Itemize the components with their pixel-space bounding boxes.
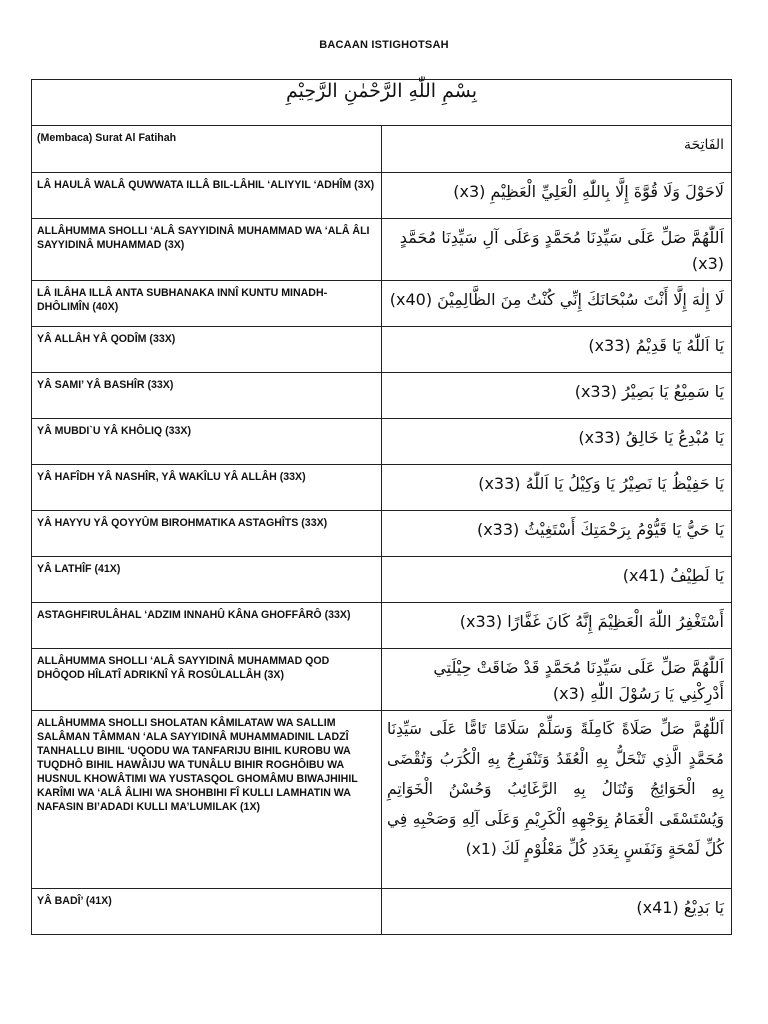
arabic-cell: يَا حَفِيْظُ يَا نَصِيْرُ يَا وَكِيْلُ يَا اَللّٰهُ (x33): [382, 465, 732, 511]
table-row: [32, 126, 732, 173]
arabic-cell: الفَاتِحَة: [382, 126, 732, 173]
arabic-cell: يَا حَيُّ يَا قَيُّوْمُ بِرَحْمَتِكَ أَسْتَغِيْثُ (x33): [382, 511, 732, 557]
latin-cell: YÂ SAMI’ YÂ BASHÎR (33X): [32, 373, 382, 419]
arabic-cell: يَا بَدِيْعُ (x41): [382, 889, 732, 935]
table-row: [32, 557, 732, 603]
table-row: [32, 419, 732, 465]
arabic-cell: لَاحَوْلَ وَلَا قُوَّةَ إِلَّا بِاللّٰهِ الْعَلِيِّ الْعَظِيْمِ (x3): [382, 173, 732, 219]
table-row: [32, 603, 732, 649]
table-row: [32, 889, 732, 935]
arabic-cell: اَللّٰهُمَّ صَلِّ عَلَى سَيِّدِنَا مُحَمَّدٍ وَعَلَى آلِ سَيِّدِنَا مُحَمَّدٍ (x3): [382, 219, 732, 281]
basmalah: بِسْمِ اللّٰهِ الرَّحْمٰنِ الرَّحِيْمِ: [32, 80, 732, 126]
table-row: [32, 281, 732, 327]
latin-cell: YÂ ALLÂH YÂ QODÎM (33X): [32, 327, 382, 373]
arabic-cell: أَسْتَغْفِرُ اللّٰهَ الْعَظِيْمَ إِنَّهُ كَانَ غَفَّارًا (x33): [382, 603, 732, 649]
latin-cell: YÂ MUBDI`U YÂ KHÔLIQ (33X): [32, 419, 382, 465]
latin-cell: ASTAGHFIRULÂHAL ‘ADZIM INNAHÛ KÂNA GHOFFÂRÔ (33X): [32, 603, 382, 649]
latin-cell: LÂ HAULÂ WALÂ QUWWATA ILLÂ BIL-LÂHIL ‘ALIYYIL ‘ADHÎM (3X): [32, 173, 382, 219]
latin-cell: YÂ HAFÎDH YÂ NASHÎR, YÂ WAKÎLU YÂ ALLÂH (33X): [32, 465, 382, 511]
basmalah-row: [32, 80, 732, 126]
latin-cell: YÂ LATHÎF (41X): [32, 557, 382, 603]
table-row: [32, 511, 732, 557]
arabic-cell: يَا لَطِيْفُ (x41): [382, 557, 732, 603]
arabic-cell: يَا اَللّٰهُ يَا قَدِيْمُ (x33): [382, 327, 732, 373]
table-row: [32, 327, 732, 373]
arabic-cell: لَا إِلٰهَ إِلَّا أَنْتَ سُبْحَانَكَ إِنِّي كُنْتُ مِنَ الظَّالِمِيْنَ (x40): [382, 281, 732, 327]
arabic-cell: يَا سَمِيْعُ يَا بَصِيْرُ (x33): [382, 373, 732, 419]
latin-cell: ALLÂHUMMA SHOLLI SHOLATAN KÂMILATAW WA SALLIM SALÂMAN TÂMMAN ‘ALA SAYYIDINÂ MUHAMMADINIL LADZÎ TANHALLU BIHIL ‘UQODU WA TANFARIJU BIHIL KUROBU WA TUQDHÔ BIHIL HAWÂIJU WA TUNÂLU BIHIR ROGHÔIBU WA HUSNUL KHOWÂTIMI WA YUSTASQOL GHOMÂMU BIWAJHIHIL KARÎMI WA ‘ALÂ ÂLIHI WA SHOHBIHI FÎ KULLI LAMHATIN WA NAFASIN BI’ADADI KULLI MA’LUMILAK (1X): [32, 711, 382, 889]
latin-cell: ALLÂHUMMA SHOLLI ‘ALÂ SAYYIDINÂ MUHAMMAD QOD DHÔQOD HÎLATÎ ADRIKNÎ YÂ ROSÛLALLÂH (3X): [32, 649, 382, 711]
latin-cell: YÂ HAYYU YÂ QOYYÛM BIROHMATIKA ASTAGHÎTS (33X): [32, 511, 382, 557]
arabic-cell: يَا مُبْدِعُ يَا خَالِقُ (x33): [382, 419, 732, 465]
istighotsah-table: [31, 79, 732, 935]
latin-cell: LÂ ILÂHA ILLÂ ANTA SUBHANAKA INNÎ KUNTU MINADH-DHÔLIMÎN (40X): [32, 281, 382, 327]
latin-cell: ALLÂHUMMA SHOLLI ‘ALÂ SAYYIDINÂ MUHAMMAD WA ‘ALÂ ÂLI SAYYIDINÂ MUHAMMAD (3X): [32, 219, 382, 281]
table-row: [32, 373, 732, 419]
document-title: BACAAN ISTIGHOTSAH: [319, 39, 449, 51]
table-row: [32, 649, 732, 711]
latin-cell: YÂ BADÎ’ (41X): [32, 889, 382, 935]
table-row: [32, 219, 732, 281]
latin-cell: (Membaca) Surat Al Fatihah: [32, 126, 382, 173]
arabic-cell: اَللّٰهُمَّ صَلِّ عَلَى سَيِّدِنَا مُحَمَّدٍ قَدْ ضَاقَتْ حِيْلَتِي أَدْرِكْنِي يَا رَسُوْلَ اللّٰهِ (x3): [382, 649, 732, 711]
table-row: [32, 173, 732, 219]
arabic-cell: اَللّٰهُمَّ صَلِّ صَلَاةً كَامِلَةً وَسَلِّمْ سَلَامًا تَامًّا عَلَى سَيِّدِنَا مُحَمَّدٍ الَّذِي تَنْحَلُّ بِهِ الْعُقَدُ وَتَنْفَرِجُ بِهِ الْكُرَبُ وَتُقْضَى بِهِ الْحَوَائِجُ وَتُنَالُ بِهِ الرَّغَائِبُ وَحُسْنُ الْخَوَاتِمِ وَيُسْتَسْقَى الْغَمَامُ بِوَجْهِهِ الْكَرِيْمِ وَعَلَى آلِهِ وَصَحْبِهِ فِي كُلِّ لَمْحَةٍ وَنَفَسٍ بِعَدَدِ كُلِّ مَعْلُوْمٍ لَكَ (x1): [382, 711, 732, 889]
table-row: [32, 465, 732, 511]
table-row: [32, 711, 732, 889]
